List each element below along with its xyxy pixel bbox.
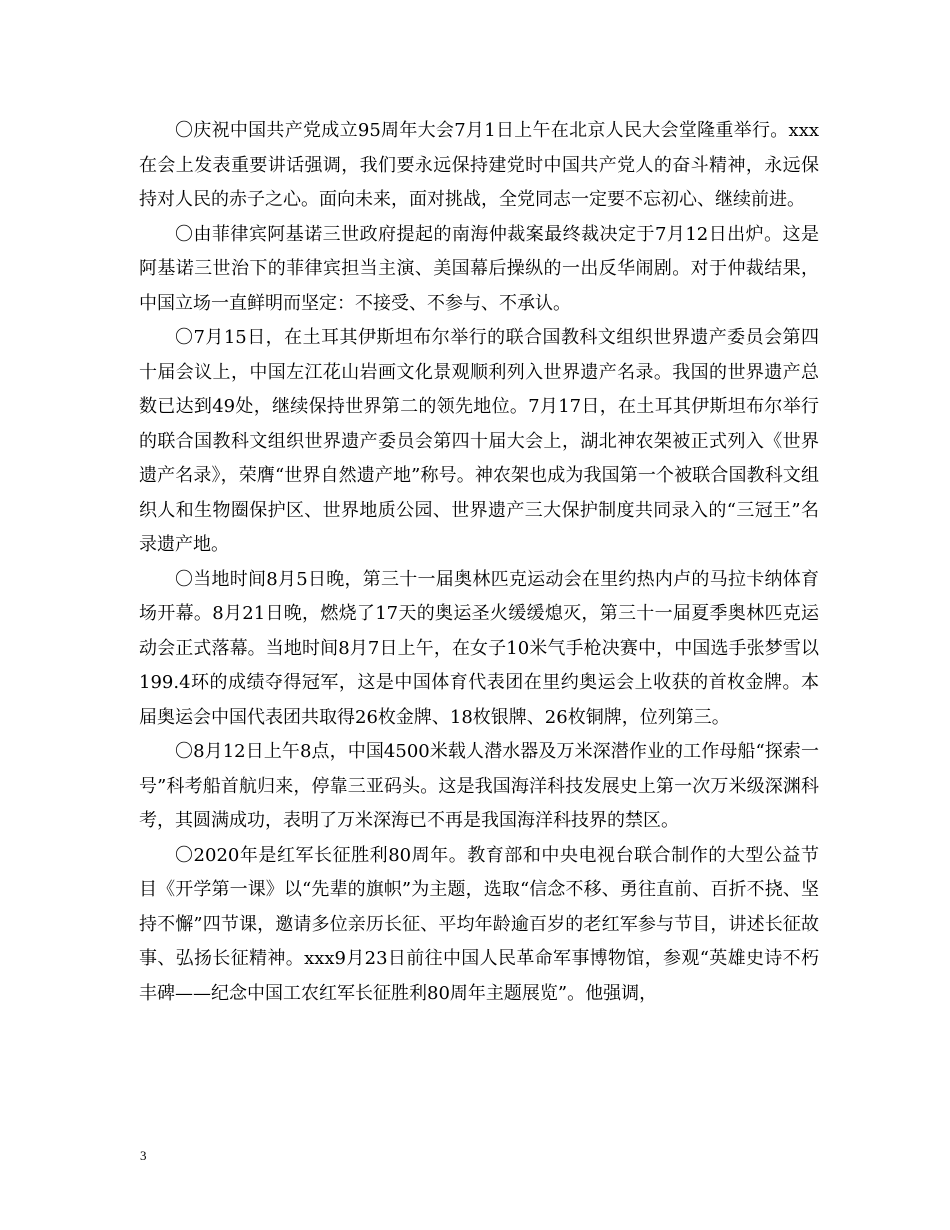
paragraph-rio-olympics: 〇当地时间8月5日晚，第三十一届奥林匹克运动会在里约热内卢的马拉卡纳体育场开幕。8月21日晚，燃烧了17天的奥运圣火缓缓熄灭，第三十一届夏季奥林匹克运动会正式落幕。当地时间8月7日上午，在女子10米气手枪决赛中，中国选手张梦雪以199.4环的成绩夺得冠军，这是中国体育代表团在里约奥运会上收获的首枚金牌。本届奥运会中国代表团共取得26枚金牌、18枚银牌、26枚铜牌，位列第三。 [139,568,819,728]
paragraph-world-heritage: 〇7月15日，在土耳其伊斯坦布尔举行的联合国教科文组织世界遗产委员会第四十届会议上，中国左江花山岩画文化景观顺利列入世界遗产名录。我国的世界遗产总数已达到49处，继续保持世界第二的领先地位。7月17日，在土耳其伊斯坦布尔举行的联合国教科文组织世界遗产委员会第四十届大会上，湖北神农架被正式列入《世界遗产名录》，荣膺“世界自然遗产地”称号。神农架也成为我国第一个被联合国教科文组织人和生物圈保护区、世界地质公园、世界遗产三大保护制度共同录入的“三冠王”名录遗产地。 [139,327,819,555]
paragraph-deep-sea-exploration: 〇8月12日上午8点，中国4500米载人潜水器及万米深潜作业的工作母船“探索一号”科考船首航归来，停靠三亚码头。这是我国海洋科技发展史上第一次万米级深渊科考，其圆满成功，表明了万米深海已不再是我国海洋科技界的禁区。 [139,741,819,831]
paragraph-south-china-sea-arbitration: 〇由菲律宾阿基诺三世政府提起的南海仲裁案最终裁决定于7月12日出炉。这是阿基诺三世治下的菲律宾担当主演、美国幕后操纵的一出反华闹剧。对于仲裁结果，中国立场一直鲜明而坚定：不接受、不参与、不承认。 [139,223,819,314]
paragraph-party-anniversary: 〇庆祝中国共产党成立95周年大会7月1日上午在北京人民大会堂隆重举行。xxx在会上发表重要讲话强调，我们要永远保持建党时中国共产党人的奋斗精神，永远保持对人民的赤子之心。面向未来，面对挑战，全党同志一定要不忘初心、继续前进。 [139,120,819,210]
document-body [139,114,819,1011]
page-number: 3 [140,1148,147,1163]
paragraph-long-march-anniversary: 〇2020年是红军长征胜利80周年。教育部和中央电视台联合制作的大型公益节目《开学第一课》以“先辈的旗帜”为主题，选取“信念不移、勇往直前、百折不挠、坚持不懈”四节课，邀请多位亲历长征、平均年龄逾百岁的老红军参与节目，讲述长征故事、弘扬长征精神。xxx9月23日前往中国人民革命军事博物馆，参观“英雄史诗不朽丰碑——纪念中国工农红军长征胜利80周年主题展览”。他强调， [139,844,819,1004]
